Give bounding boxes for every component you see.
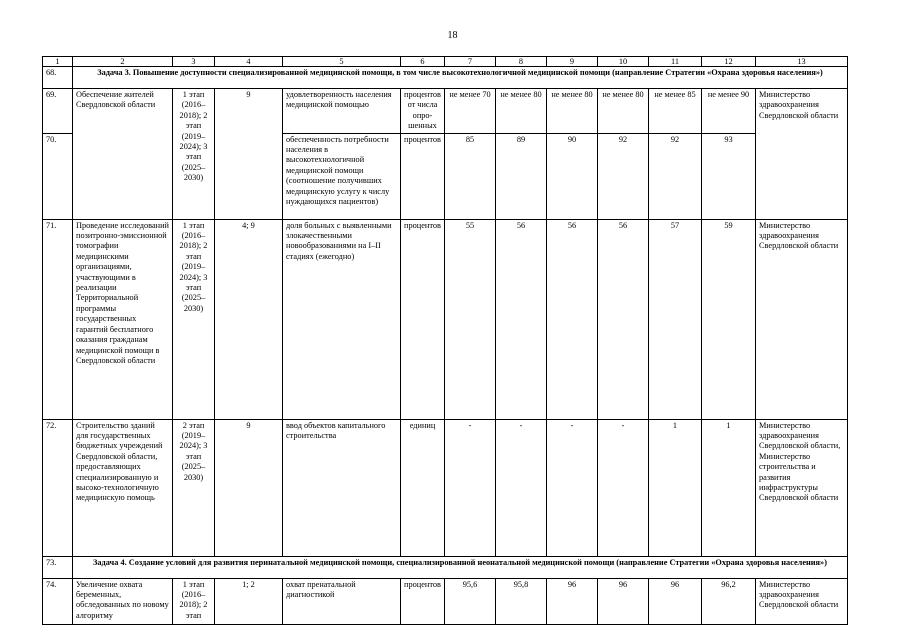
executor: Министерство здравоохранения Свердловской области	[756, 578, 848, 624]
indicator-name: доля больных с выявленными злокачественными новообразованиями на I–II стадиях (ежегодно)	[283, 219, 401, 419]
row-number: 69.	[43, 89, 73, 134]
column-number-6: 6	[401, 57, 445, 67]
executor: Министерство здравоохранения Свердловской области	[756, 219, 848, 419]
indicator-name: охват пренатальной диагностикой	[283, 578, 401, 624]
value-col-12: 59	[702, 219, 756, 419]
value-col-8: 95,8	[496, 578, 547, 624]
column-number-8: 8	[496, 57, 547, 67]
value-col-7: 55	[445, 219, 496, 419]
value-col-7: 95,6	[445, 578, 496, 624]
value-col-11: 1	[649, 419, 702, 556]
table-row	[43, 578, 848, 624]
value-col-9: -	[547, 419, 598, 556]
row-number: 68.	[43, 67, 73, 89]
value-col-8: 56	[496, 219, 547, 419]
table-row	[43, 419, 848, 556]
stages: 2 этап (2019–2024); 3 этап (2025–2030)	[173, 419, 215, 556]
table-header-row	[43, 57, 848, 67]
value-col-8: -	[496, 419, 547, 556]
value-col-12: 96,2	[702, 578, 756, 624]
page-number: 18	[447, 30, 458, 41]
column-number-1: 1	[43, 57, 73, 67]
value-col-9: не менее 80	[547, 89, 598, 134]
row-number: 74.	[43, 578, 73, 624]
value-col-9: 56	[547, 219, 598, 419]
row-number: 73.	[43, 556, 73, 578]
column-number-7: 7	[445, 57, 496, 67]
column-number-3: 3	[173, 57, 215, 67]
value-col-11: 92	[649, 133, 702, 219]
task-row	[43, 556, 848, 578]
column-number-5: 5	[283, 57, 401, 67]
value-col-7: -	[445, 419, 496, 556]
column-number-11: 11	[649, 57, 702, 67]
value-col-10: -	[598, 419, 649, 556]
measures-table	[42, 56, 848, 625]
task-heading: Задача 3. Повышение доступности специализированной медицинской помощи, в том числе высокотехнологичной медицинской помощи (направление Стратегии «Охрана здоровья населения»)	[73, 67, 848, 89]
goal-reference: 1; 2	[215, 578, 283, 624]
table-row	[43, 89, 848, 134]
indicator-name: ввод объектов капитального строительства	[283, 419, 401, 556]
value-col-12: 93	[702, 133, 756, 219]
measure-name: Строительство зданий для государственных бюджетных учреждений Свердловской области, предоставляющих специализированную и высоко-технологичную медицинскую помощь	[73, 419, 173, 556]
column-number-4: 4	[215, 57, 283, 67]
indicator-name: обеспеченность потребности населения в высокотехнологичной медицинской помощи (соотношение получивших медицинскую услугу к числу нуждающихся пациентов)	[283, 133, 401, 219]
column-number-10: 10	[598, 57, 649, 67]
row-number: 72.	[43, 419, 73, 556]
unit: процентов	[401, 578, 445, 624]
unit: процентов от числа опро-шенных	[401, 89, 445, 134]
unit: единиц	[401, 419, 445, 556]
measure-name: Проведение исследований позитронно-эмиссионной томографии медицинскими организациями, участвующими в реализации Территориальной программы государственных гарантий бесплатного оказания гражданам медицинской помощи в Свердловской области	[73, 219, 173, 419]
value-col-12: не менее 90	[702, 89, 756, 134]
row-number: 71.	[43, 219, 73, 419]
measure-name: Обеспечение жителей Свердловской области	[73, 89, 173, 220]
unit: процентов	[401, 133, 445, 219]
goal-reference: 9	[215, 89, 283, 220]
measure-name: Увеличение охвата беременных, обследованных по новому алгоритму	[73, 578, 173, 624]
value-col-7: не менее 70	[445, 89, 496, 134]
task-row	[43, 67, 848, 89]
value-col-10: не менее 80	[598, 89, 649, 134]
value-col-12: 1	[702, 419, 756, 556]
value-col-8: не менее 80	[496, 89, 547, 134]
stages: 1 этап (2016–2018); 2 этап (2019–2024); 3 этап (2025–2030)	[173, 219, 215, 419]
value-col-9: 90	[547, 133, 598, 219]
executor: Министерство здравоохранения Свердловской области	[756, 89, 848, 220]
value-col-10: 96	[598, 578, 649, 624]
executor: Министерство здравоохранения Свердловской области, Министерство строительства и развития инфраструктуры Свердловской области	[756, 419, 848, 556]
value-col-11: 57	[649, 219, 702, 419]
column-number-12: 12	[702, 57, 756, 67]
task-heading: Задача 4. Создание условий для развития перинатальной медицинской помощи, специализированной неонатальной медицинской помощи (направление Стратегии «Охрана здоровья населения»)	[73, 556, 848, 578]
value-col-7: 85	[445, 133, 496, 219]
stages: 1 этап (2016–2018); 2 этап (2019–2024); 3 этап (2025–2030)	[173, 89, 215, 220]
table-row	[43, 219, 848, 419]
value-col-10: 92	[598, 133, 649, 219]
value-col-11: 96	[649, 578, 702, 624]
value-col-8: 89	[496, 133, 547, 219]
goal-reference: 9	[215, 419, 283, 556]
value-col-11: не менее 85	[649, 89, 702, 134]
unit: процентов	[401, 219, 445, 419]
row-number: 70.	[43, 133, 73, 219]
indicator-name: удовлетворенность населения медицинской помощью	[283, 89, 401, 134]
value-col-9: 96	[547, 578, 598, 624]
column-number-13: 13	[756, 57, 848, 67]
value-col-10: 56	[598, 219, 649, 419]
goal-reference: 4; 9	[215, 219, 283, 419]
stages: 1 этап (2016–2018); 2 этап	[173, 578, 215, 624]
column-number-2: 2	[73, 57, 173, 67]
column-number-9: 9	[547, 57, 598, 67]
